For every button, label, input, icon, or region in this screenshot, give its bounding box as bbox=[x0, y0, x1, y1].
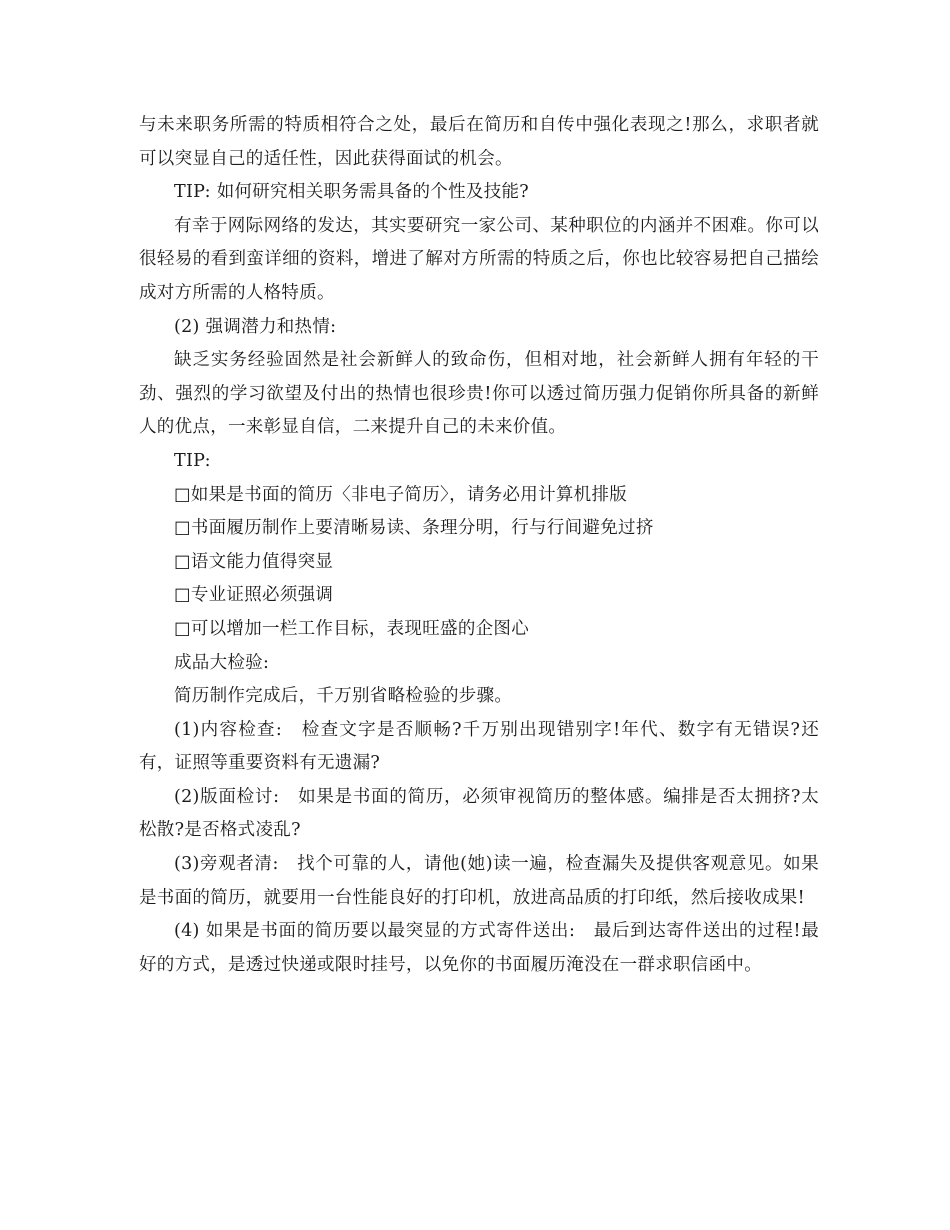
tip-label: TIP: bbox=[174, 450, 211, 471]
tip-item: □书面履历制作上要清晰易读、条理分明，行与行间避免过挤 bbox=[174, 518, 654, 539]
section-heading-potential: (2) 强调潜力和热情: bbox=[174, 316, 337, 337]
paragraph-sending: (4) 如果是书面的简历要以最突显的方式寄件送出: 最后到达寄件送出的过程!最好的方式，是透过快递或限时挂号，以免你的书面履历淹没在一群求职信函中。 bbox=[139, 921, 819, 975]
tip-item: □可以增加一栏工作目标，表现旺盛的企图心 bbox=[174, 618, 530, 639]
paragraph-observer-review: (3)旁观者清: 找个可靠的人，请他(她)读一遍，检查漏失及提供客观意见。如果是书面的简历，就要用一台性能良好的打印机，放进高品质的打印纸，然后接收成果! bbox=[139, 854, 819, 908]
paragraph-tip-heading: TIP: 如何研究相关职务需具备的个性及技能? bbox=[174, 182, 529, 203]
paragraph-inspection-intro: 简历制作完成后，千万别省略检验的步骤。 bbox=[174, 686, 513, 707]
paragraph-continuation: 与未来职务所需的特质相符合之处，最后在简历和自传中强化表现之!那么，求职者就可以突显自己的适任性，因此获得面试的机会。 bbox=[139, 115, 819, 169]
paragraph-new-graduate: 缺乏实务经验固然是社会新鲜人的致命伤，但相对地，社会新鲜人拥有年轻的干劲、强烈的学习欲望及付出的热情也很珍贵!你可以透过简历强力促销你所具备的新鲜人的优点，一来彰显自信，二来提升自己的未来价值。 bbox=[139, 350, 819, 438]
document-body bbox=[139, 109, 819, 982]
paragraph-layout-review: (2)版面检讨: 如果是书面的简历，必须审视简历的整体感。编排是否太拥挤?太松散?是否格式凌乱? bbox=[139, 786, 819, 841]
section-heading-inspection: 成品大检验: bbox=[174, 652, 270, 673]
paragraph-content-check: (1)内容检查: 检查文字是否顺畅?千万别出现错别字!年代、数字有无错误?还有，证照等重要资料有无遗漏? bbox=[139, 719, 819, 774]
paragraph-internet-research: 有幸于网际网络的发达，其实要研究一家公司、某种职位的内涵并不困难。你可以很轻易的看到蛮详细的资料，增进了解对方所需的特质之后，你也比较容易把自己描绘成对方所需的人格特质。 bbox=[139, 215, 819, 303]
tip-item: □专业证照必须强调 bbox=[174, 585, 334, 606]
tip-item: □语文能力值得突显 bbox=[174, 551, 334, 572]
tip-item: □如果是书面的简历〈非电子简历〉，请务必用计算机排版 bbox=[174, 484, 628, 505]
